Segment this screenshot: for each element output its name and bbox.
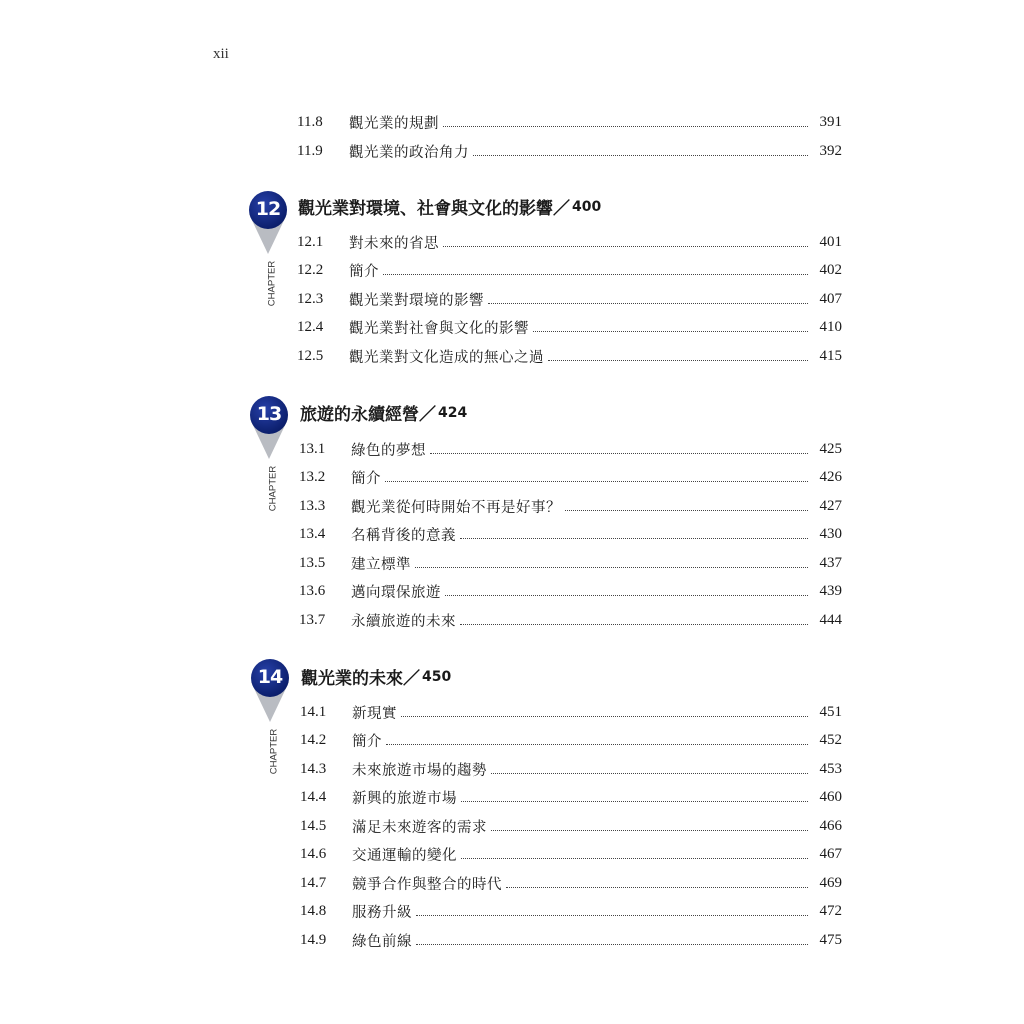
toc-entry[interactable]: [297, 257, 842, 283]
section-page: 469: [819, 874, 842, 891]
toc-entry[interactable]: [300, 784, 842, 810]
toc-entry[interactable]: [300, 727, 842, 753]
dot-leader: [491, 773, 808, 774]
section-title: 簡介: [351, 470, 381, 487]
dot-leader: [533, 331, 808, 332]
section-page: 392: [819, 142, 842, 159]
chapter-title: 觀光業的未來／: [301, 669, 420, 689]
section-number: 12.4: [297, 318, 324, 335]
toc-entry[interactable]: [299, 464, 842, 490]
section-number: 14.5: [300, 817, 327, 834]
dot-leader: [385, 481, 808, 482]
chapter-title: 旅遊的永續經營／: [300, 405, 436, 425]
chapter-title: 觀光業對環境、社會與文化的影響／: [298, 199, 570, 219]
section-number: 13.3: [299, 497, 326, 514]
section-number: 12.2: [297, 261, 324, 278]
toc-entry[interactable]: [297, 229, 842, 255]
page-number: xii: [213, 46, 229, 62]
map-pin-icon: [245, 658, 295, 788]
section-number: 11.8: [297, 113, 323, 130]
section-number: 14.4: [300, 788, 327, 805]
section-title: 觀光業的政治角力: [349, 144, 469, 161]
section-page: 401: [819, 233, 842, 250]
chapter-label: CHAPTER: [266, 260, 278, 307]
section-title: 對未來的省思: [349, 235, 439, 252]
section-number: 14.2: [300, 731, 327, 748]
section-number: 13.5: [299, 554, 326, 571]
section-title: 綠色的夢想: [351, 442, 426, 459]
dot-leader: [461, 801, 808, 802]
section-number: 14.7: [300, 874, 327, 891]
chapter-page: 450: [422, 668, 452, 685]
section-title: 服務升級: [352, 904, 412, 921]
toc-entry[interactable]: [299, 550, 842, 576]
dot-leader: [506, 887, 808, 888]
section-page: 427: [819, 497, 842, 514]
section-title: 綠色前線: [352, 933, 412, 950]
chapter-number: 12: [255, 198, 281, 220]
section-title: 建立標準: [351, 556, 411, 573]
toc-entry[interactable]: [297, 109, 842, 135]
section-page: 472: [819, 902, 842, 919]
dot-leader: [416, 915, 808, 916]
toc-entry[interactable]: [300, 841, 842, 867]
chapter-label: CHAPTER: [267, 465, 279, 512]
chapter-number: 13: [256, 403, 282, 425]
toc-entry[interactable]: [300, 898, 842, 924]
section-title: 永續旅遊的未來: [351, 613, 456, 630]
dot-leader: [460, 624, 808, 625]
section-number: 13.4: [299, 525, 326, 542]
section-title: 簡介: [349, 263, 379, 280]
section-page: 452: [819, 731, 842, 748]
toc-entry[interactable]: [297, 286, 842, 312]
dot-leader: [445, 595, 808, 596]
section-title: 觀光業對環境的影響: [349, 292, 484, 309]
dot-leader: [443, 246, 808, 247]
section-page: 437: [819, 554, 842, 571]
toc-entry[interactable]: [300, 927, 842, 953]
section-title: 邁向環保旅遊: [351, 584, 441, 601]
toc-entry[interactable]: [299, 436, 842, 462]
dot-leader: [386, 744, 808, 745]
section-number: 12.5: [297, 347, 324, 364]
section-page: 410: [819, 318, 842, 335]
section-number: 13.6: [299, 582, 326, 599]
section-number: 13.2: [299, 468, 326, 485]
section-title: 新興的旅遊市場: [352, 790, 457, 807]
section-title: 名稱背後的意義: [351, 527, 456, 544]
dot-leader: [565, 510, 808, 511]
dot-leader: [461, 858, 808, 859]
section-title: 簡介: [352, 733, 382, 750]
section-page: 407: [819, 290, 842, 307]
chapter-page: 400: [572, 198, 602, 215]
section-number: 14.1: [300, 703, 327, 720]
section-page: 467: [819, 845, 842, 862]
section-title: 觀光業對文化造成的無心之過: [349, 349, 544, 366]
chapter-heading[interactable]: [300, 400, 467, 425]
dot-leader: [415, 567, 808, 568]
section-page: 415: [819, 347, 842, 364]
dot-leader: [416, 944, 808, 945]
chapter-heading[interactable]: [301, 664, 451, 689]
dot-leader: [443, 126, 808, 127]
section-page: 402: [819, 261, 842, 278]
dot-leader: [473, 155, 808, 156]
toc-entry[interactable]: [299, 578, 842, 604]
section-page: 430: [819, 525, 842, 542]
toc-entry[interactable]: [300, 756, 842, 782]
chapter-label: CHAPTER: [268, 728, 280, 775]
section-page: 444: [819, 611, 842, 628]
chapter-number: 14: [257, 666, 283, 688]
section-number: 13.1: [299, 440, 326, 457]
section-number: 12.1: [297, 233, 324, 250]
section-title: 交通運輸的變化: [352, 847, 457, 864]
section-number: 14.9: [300, 931, 327, 948]
section-page: 391: [819, 113, 842, 130]
section-title: 觀光業對社會與文化的影響: [349, 320, 529, 337]
section-number: 14.6: [300, 845, 327, 862]
dot-leader: [430, 453, 808, 454]
toc-entry[interactable]: [297, 343, 842, 369]
section-page: 425: [819, 440, 842, 457]
chapter-heading[interactable]: [298, 194, 601, 219]
toc-entry[interactable]: [300, 813, 842, 839]
dot-leader: [548, 360, 808, 361]
toc-entry[interactable]: [297, 138, 842, 164]
section-page: 426: [819, 468, 842, 485]
section-page: 466: [819, 817, 842, 834]
section-number: 12.3: [297, 290, 324, 307]
section-number: 14.8: [300, 902, 327, 919]
toc-entry[interactable]: [300, 870, 842, 896]
section-title: 觀光業的規劃: [349, 115, 439, 132]
section-page: 460: [819, 788, 842, 805]
section-title: 競爭合作與整合的時代: [352, 876, 502, 893]
section-page: 451: [819, 703, 842, 720]
map-pin-icon: [243, 190, 293, 320]
dot-leader: [460, 538, 808, 539]
dot-leader: [488, 303, 808, 304]
section-title: 未來旅遊市場的趨勢: [352, 762, 487, 779]
dot-leader: [401, 716, 808, 717]
dot-leader: [491, 830, 808, 831]
toc-entry[interactable]: [299, 521, 842, 547]
section-page: 439: [819, 582, 842, 599]
toc-entry[interactable]: [300, 699, 842, 725]
dot-leader: [383, 274, 808, 275]
chapter-page: 424: [438, 404, 468, 421]
section-page: 475: [819, 931, 842, 948]
section-page: 453: [819, 760, 842, 777]
toc-entry[interactable]: [299, 607, 842, 633]
map-pin-icon: [244, 395, 294, 525]
toc-entry[interactable]: [297, 314, 842, 340]
section-number: 14.3: [300, 760, 327, 777]
section-title: 觀光業從何時開始不再是好事？: [351, 499, 561, 516]
section-title: 滿足未來遊客的需求: [352, 819, 487, 836]
section-number: 11.9: [297, 142, 323, 159]
section-title: 新現實: [352, 705, 397, 722]
toc-entry[interactable]: [299, 493, 842, 519]
section-number: 13.7: [299, 611, 326, 628]
